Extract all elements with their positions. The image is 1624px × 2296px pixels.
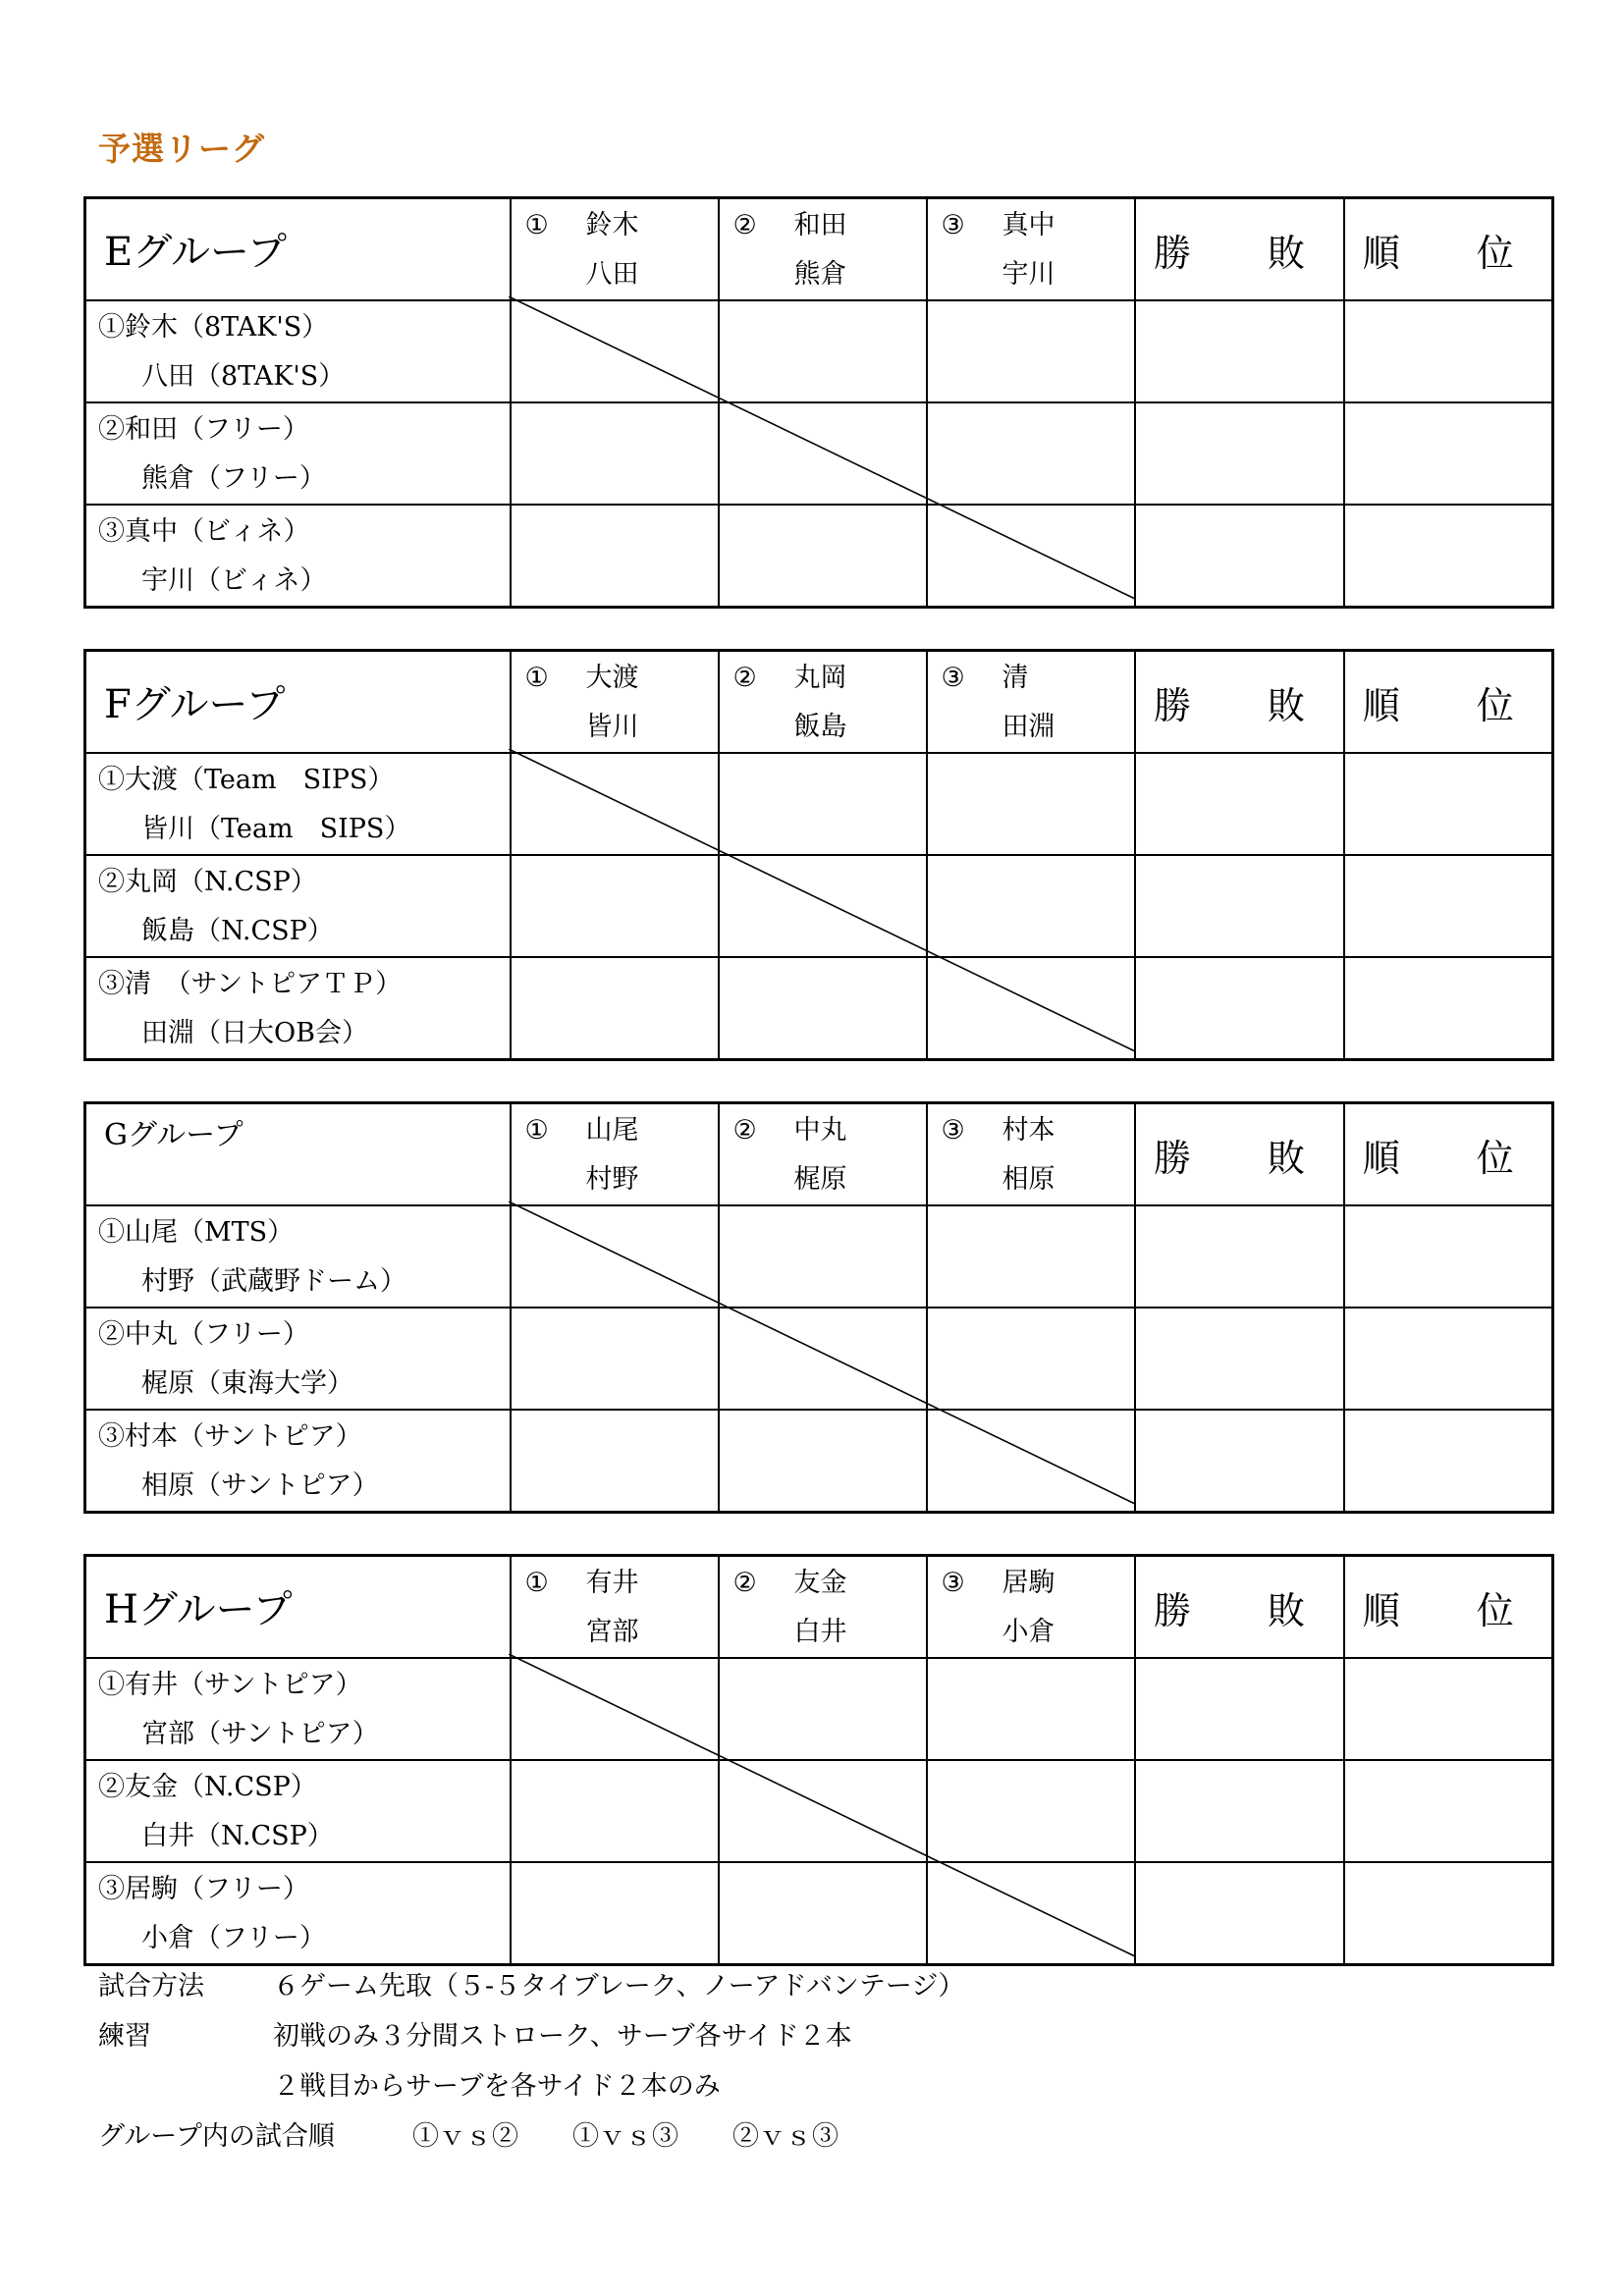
score-cell[interactable] (719, 1862, 927, 1965)
practice-text-2: ２戦目からサーブを各サイド２本のみ (273, 2071, 721, 2102)
win-loss-cell[interactable] (1135, 1205, 1344, 1308)
team-player-1: ③清 （サントピアＴＰ） (98, 969, 403, 999)
team-player-1: ③村本（サントピア） (98, 1421, 362, 1452)
match-order-row (98, 2111, 964, 2162)
team-cell (85, 300, 511, 402)
opponent-3-cell (927, 1556, 1135, 1659)
team-player-2: 田淵（日大OB会） (141, 1018, 368, 1048)
group-name: Hグループ (104, 1587, 293, 1632)
rank-cell[interactable] (1344, 753, 1553, 855)
team-player-1: ③居駒（フリー） (98, 1874, 309, 1904)
team-row (85, 300, 1553, 402)
team-player-1: ②中丸（フリー） (98, 1319, 309, 1350)
team-row (85, 1205, 1553, 1308)
score-cell[interactable] (927, 1205, 1135, 1308)
score-cell[interactable] (511, 1862, 719, 1965)
rank-header (1344, 1103, 1553, 1206)
opponent-player-1: 山尾 (585, 1115, 639, 1146)
team-cell (85, 1862, 511, 1965)
group-name-cell (85, 1556, 511, 1659)
match-format-row (98, 1961, 964, 2011)
score-cell[interactable] (927, 1760, 1135, 1862)
win-loss-cell[interactable] (1135, 1862, 1344, 1965)
match-format-text: ６ゲーム先取（５-５タイブレーク、ノーアドバンテージ） (273, 1971, 965, 2002)
opponent-player-1: 友金 (793, 1568, 847, 1598)
score-cell[interactable] (927, 753, 1135, 855)
score-cell-diagonal (719, 1308, 927, 1410)
opponent-number: ① (524, 663, 549, 693)
opponent-player-1: 居駒 (1001, 1568, 1056, 1598)
opponent-player-1: 村本 (1001, 1115, 1056, 1146)
header-row (85, 198, 1553, 301)
score-cell[interactable] (511, 1308, 719, 1410)
win-loss-label: 勝 敗 (1153, 1589, 1325, 1632)
win-loss-cell[interactable] (1135, 1308, 1344, 1410)
rank-header (1344, 651, 1553, 754)
opponent-number: ③ (941, 210, 965, 240)
match-order-item: ②ｖｓ③ (732, 2121, 839, 2152)
opponent-number: ② (732, 1568, 757, 1598)
group-h-table (83, 1554, 1551, 1958)
team-player-1: ③真中（ビィネ） (98, 516, 310, 547)
rank-cell[interactable] (1344, 1205, 1553, 1308)
practice-text-1: 初戦のみ３分間ストローク、サーブ各サイド２本 (273, 2021, 852, 2052)
team-player-2: 皆川（Team SIPS） (141, 814, 411, 844)
opponent-player-2: 白井 (793, 1617, 847, 1647)
opponent-player-2: 田淵 (1001, 712, 1056, 742)
rank-label: 順 位 (1362, 232, 1534, 275)
team-row (85, 957, 1553, 1060)
page-title: 予選リーグ (98, 130, 265, 168)
opponent-player-1: 真中 (1001, 210, 1056, 240)
team-player-1: ①有井（サントピア） (98, 1670, 362, 1700)
team-player-2: 熊倉（フリー） (141, 463, 326, 494)
team-row (85, 1308, 1553, 1410)
team-cell (85, 1658, 511, 1760)
score-cell-diagonal (927, 505, 1135, 608)
group-name: Gグループ (104, 1118, 244, 1152)
team-row (85, 1862, 1553, 1965)
score-cell[interactable] (511, 1410, 719, 1513)
score-cell[interactable] (927, 855, 1135, 957)
team-player-2: 宮部（サントピア） (141, 1719, 379, 1749)
opponent-player-1: 大渡 (585, 663, 639, 693)
team-player-2: 小倉（フリー） (141, 1923, 326, 1953)
team-cell (85, 753, 511, 855)
group-name: Eグループ (104, 230, 287, 275)
opponent-number: ① (524, 1115, 549, 1146)
score-cell-diagonal (719, 855, 927, 957)
opponent-player-2: 皆川 (585, 712, 639, 742)
opponent-player-2: 梶原 (793, 1164, 847, 1195)
opponent-3-cell (927, 198, 1135, 301)
rank-cell[interactable] (1344, 1760, 1553, 1862)
team-cell (85, 402, 511, 505)
team-player-1: ①山尾（MTS） (98, 1217, 295, 1248)
rank-cell[interactable] (1344, 855, 1553, 957)
group-name-cell (85, 198, 511, 301)
win-loss-cell[interactable] (1135, 505, 1344, 608)
win-loss-label: 勝 敗 (1153, 684, 1325, 727)
win-loss-cell[interactable] (1135, 1410, 1344, 1513)
win-loss-label: 勝 敗 (1153, 232, 1325, 275)
match-order-item: ①ｖｓ③ (572, 2121, 678, 2152)
rank-cell[interactable] (1344, 402, 1553, 505)
score-cell[interactable] (719, 1410, 927, 1513)
score-cell[interactable] (719, 1205, 927, 1308)
team-player-2: 白井（N.CSP） (141, 1821, 334, 1851)
score-cell[interactable] (927, 1658, 1135, 1760)
opponent-player-1: 有井 (585, 1568, 639, 1598)
win-loss-cell[interactable] (1135, 402, 1344, 505)
score-cell[interactable] (927, 300, 1135, 402)
rank-cell[interactable] (1344, 1410, 1553, 1513)
match-order-label: グループ内の試合順 (98, 2121, 335, 2152)
team-player-2: 村野（武蔵野ドーム） (141, 1266, 406, 1297)
team-cell (85, 505, 511, 608)
team-player-2: 梶原（東海大学） (141, 1368, 353, 1399)
opponent-1-cell (511, 1556, 719, 1659)
team-cell (85, 1205, 511, 1308)
group-g-table (83, 1101, 1551, 1506)
team-player-2: 宇川（ビィネ） (141, 565, 327, 596)
opponent-player-2: 宇川 (1001, 259, 1056, 290)
team-player-1: ①鈴木（8TAK'S） (98, 312, 329, 343)
opponent-player-1: 中丸 (793, 1115, 847, 1146)
opponent-3-cell (927, 1103, 1135, 1206)
header-row (85, 1556, 1553, 1659)
opponent-number: ③ (941, 663, 965, 693)
win-loss-cell[interactable] (1135, 957, 1344, 1060)
win-loss-cell[interactable] (1135, 1760, 1344, 1862)
practice-label: 練習 (98, 2021, 151, 2052)
score-cell-diagonal (511, 1205, 719, 1308)
practice-row-2 (98, 2061, 964, 2111)
match-format-label: 試合方法 (98, 1971, 204, 2002)
opponent-player-1: 丸岡 (793, 663, 847, 693)
opponent-player-2: 村野 (585, 1164, 639, 1195)
opponent-3-cell (927, 651, 1135, 754)
score-cell[interactable] (511, 957, 719, 1060)
opponent-player-2: 相原 (1001, 1164, 1056, 1195)
rank-cell[interactable] (1344, 1308, 1553, 1410)
opponent-2-cell (719, 198, 927, 301)
team-cell (85, 855, 511, 957)
team-cell (85, 1760, 511, 1862)
opponent-1-cell (511, 1103, 719, 1206)
header-row (85, 1103, 1553, 1206)
team-player-2: 飯島（N.CSP） (141, 916, 334, 946)
team-player-2: 相原（サントピア） (141, 1470, 379, 1501)
team-player-1: ①大渡（Team SIPS） (98, 765, 395, 795)
league-table (83, 1554, 1554, 1966)
score-cell-diagonal (511, 300, 719, 402)
score-cell[interactable] (719, 505, 927, 608)
opponent-player-1: 和田 (793, 210, 847, 240)
opponent-number: ① (524, 210, 549, 240)
win-loss-header (1135, 1556, 1344, 1659)
header-row (85, 651, 1553, 754)
rules-notes (98, 1961, 964, 2162)
group-f-table (83, 649, 1551, 1053)
score-cell-diagonal (927, 957, 1135, 1060)
team-player-1: ②丸岡（N.CSP） (98, 867, 317, 897)
score-cell-diagonal (927, 1410, 1135, 1513)
win-loss-cell[interactable] (1135, 753, 1344, 855)
league-table (83, 196, 1554, 609)
win-loss-header (1135, 1103, 1344, 1206)
score-cell[interactable] (719, 957, 927, 1060)
score-cell-diagonal (511, 1658, 719, 1760)
score-cell[interactable] (719, 753, 927, 855)
opponent-player-1: 清 (1001, 663, 1029, 693)
score-cell[interactable] (719, 300, 927, 402)
score-cell[interactable] (511, 402, 719, 505)
opponent-number: ① (524, 1568, 549, 1598)
team-row (85, 1410, 1553, 1513)
score-cell[interactable] (511, 855, 719, 957)
team-row (85, 855, 1553, 957)
opponent-player-2: 小倉 (1001, 1617, 1056, 1647)
team-row (85, 505, 1553, 608)
team-cell (85, 1308, 511, 1410)
team-cell (85, 957, 511, 1060)
team-player-2: 八田（8TAK'S） (141, 361, 346, 392)
score-cell-diagonal (719, 1760, 927, 1862)
team-row (85, 1658, 1553, 1760)
team-row (85, 753, 1553, 855)
opponent-player-1: 鈴木 (585, 210, 639, 240)
score-cell[interactable] (511, 505, 719, 608)
score-cell[interactable] (511, 1760, 719, 1862)
score-cell-diagonal (511, 753, 719, 855)
opponent-1-cell (511, 651, 719, 754)
score-cell[interactable] (719, 1658, 927, 1760)
rank-header (1344, 198, 1553, 301)
match-order-item: ①ｖｓ② (412, 2121, 518, 2152)
rank-cell[interactable] (1344, 505, 1553, 608)
group-name-cell (85, 1103, 511, 1206)
score-cell[interactable] (927, 1308, 1135, 1410)
opponent-2-cell (719, 1556, 927, 1659)
opponent-player-2: 八田 (585, 259, 639, 290)
rank-cell[interactable] (1344, 957, 1553, 1060)
win-loss-cell[interactable] (1135, 300, 1344, 402)
rank-label: 順 位 (1362, 1137, 1534, 1180)
opponent-player-2: 熊倉 (793, 259, 847, 290)
opponent-2-cell (719, 651, 927, 754)
team-row (85, 1760, 1553, 1862)
win-loss-label: 勝 敗 (1153, 1137, 1325, 1180)
opponent-number: ② (732, 210, 757, 240)
win-loss-cell[interactable] (1135, 1658, 1344, 1760)
opponent-2-cell (719, 1103, 927, 1206)
win-loss-cell[interactable] (1135, 855, 1344, 957)
opponent-number: ③ (941, 1568, 965, 1598)
practice-row (98, 2011, 964, 2061)
score-cell[interactable] (927, 402, 1135, 505)
team-cell (85, 1410, 511, 1513)
opponent-1-cell (511, 198, 719, 301)
rank-cell[interactable] (1344, 300, 1553, 402)
rank-label: 順 位 (1362, 1589, 1534, 1632)
score-cell-diagonal (719, 402, 927, 505)
league-table (83, 649, 1554, 1061)
win-loss-header (1135, 198, 1344, 301)
score-cell-diagonal (927, 1862, 1135, 1965)
rank-header (1344, 1556, 1553, 1659)
team-player-1: ②友金（N.CSP） (98, 1772, 317, 1802)
rank-cell[interactable] (1344, 1658, 1553, 1760)
rank-label: 順 位 (1362, 684, 1534, 727)
opponent-player-2: 宮部 (585, 1617, 639, 1647)
opponent-number: ② (732, 1115, 757, 1146)
team-row (85, 402, 1553, 505)
opponent-number: ③ (941, 1115, 965, 1146)
opponent-player-2: 飯島 (793, 712, 847, 742)
win-loss-header (1135, 651, 1344, 754)
opponent-number: ② (732, 663, 757, 693)
league-table (83, 1101, 1554, 1514)
group-name: Fグループ (104, 682, 286, 727)
rank-cell[interactable] (1344, 1862, 1553, 1965)
team-player-1: ②和田（フリー） (98, 414, 309, 445)
group-e-table (83, 196, 1551, 601)
group-name-cell (85, 651, 511, 754)
